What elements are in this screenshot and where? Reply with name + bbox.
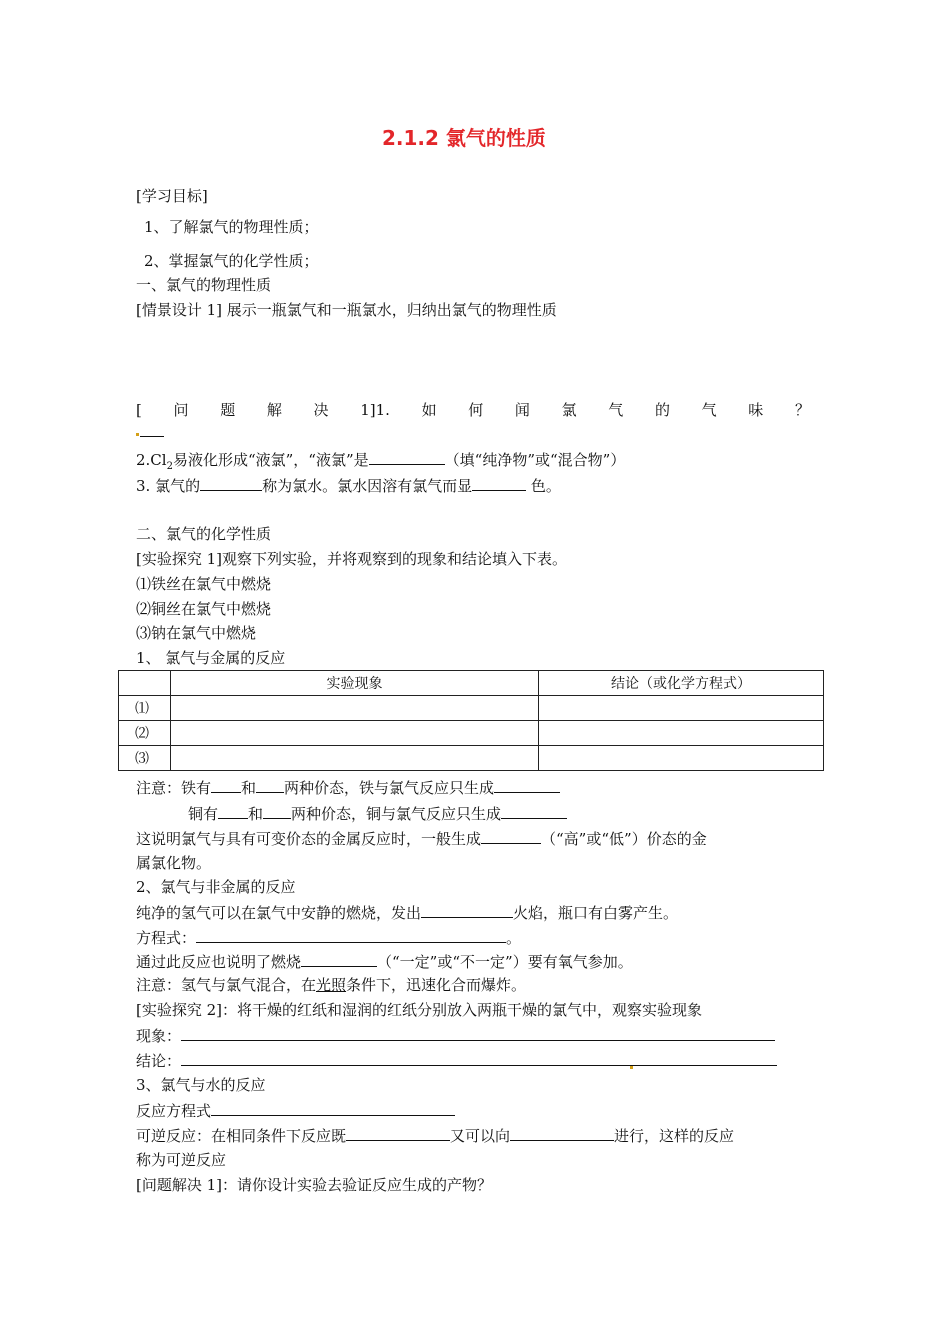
- table-row: [119, 696, 824, 721]
- blank[interactable]: [421, 902, 513, 918]
- reversible-text-part: 又可以向: [450, 1127, 511, 1145]
- q2-text: 易液化形成“液氯”，“液氯”是: [172, 451, 369, 469]
- blank[interactable]: [301, 951, 377, 967]
- equation-line: [136, 927, 521, 948]
- row-label: ⑶: [119, 746, 171, 771]
- blank[interactable]: [256, 777, 284, 793]
- q1-part: 如: [421, 401, 437, 419]
- reversible-text-part: 进行，这样的反应: [614, 1127, 735, 1145]
- q1-part: 的: [654, 401, 670, 419]
- equation-label: 方程式：: [136, 929, 197, 947]
- q1-part: 味: [748, 401, 764, 419]
- note-text: 注意：氢气与氯气混合，在: [136, 976, 317, 994]
- q3-answer-blank-2[interactable]: [472, 475, 526, 491]
- water-equation-line: [136, 1100, 455, 1121]
- note-text: 两种价态，铁与氯气反应只生成: [284, 779, 495, 797]
- goal-item: 1、了解氯气的物理性质；: [144, 218, 319, 236]
- phenomenon-label: 现象：: [136, 1027, 182, 1045]
- note-underlined: 光照: [316, 976, 347, 994]
- phenomenon-cell[interactable]: [171, 746, 539, 771]
- note-text: 两种价态，铜与氯气反应只生成: [291, 805, 502, 823]
- q2-text: （填“纯净物”或“混合物”）: [444, 451, 626, 469]
- note-text: 条件下，迅速化合而爆炸。: [346, 976, 527, 994]
- blank[interactable]: [263, 803, 291, 819]
- table-row: [119, 746, 824, 771]
- q1-part: 气: [701, 401, 717, 419]
- reversible-text-part: 可逆反应：在相同条件下反应既: [136, 1127, 347, 1145]
- h2-text: 纯净的氢气可以在氯气中安静的燃烧，发出: [136, 904, 422, 922]
- question-1: [136, 400, 810, 420]
- explanation: [136, 828, 707, 849]
- experiment-item: ⑴铁丝在氯气中燃烧: [136, 575, 272, 593]
- table-header-cell: [119, 671, 171, 696]
- section-heading-chemical: 二、氯气的化学性质: [136, 525, 272, 543]
- margin-mark: [630, 1066, 633, 1069]
- table-header-row: [119, 671, 824, 696]
- combustion-text: [136, 951, 633, 972]
- burn-text: 通过此反应也说明了燃烧: [136, 953, 302, 971]
- q1-part: 问: [173, 401, 189, 419]
- blank[interactable]: [494, 777, 560, 793]
- q1-part: 何: [468, 401, 484, 419]
- q3-text: 称为氯水。氯水因溶有氯气而显: [262, 477, 473, 495]
- metal-reaction-heading: 1、 氯气与金属的反应: [136, 649, 286, 667]
- q1-answer-blank[interactable]: [140, 421, 164, 437]
- row-label: ⑵: [119, 721, 171, 746]
- q1-part: 题: [220, 401, 236, 419]
- blank[interactable]: [346, 1125, 450, 1141]
- goals-heading: [学习目标]: [136, 187, 208, 205]
- equation-blank[interactable]: [196, 927, 506, 943]
- nonmetal-reaction-heading: 2、氯气与非金属的反应: [136, 878, 296, 896]
- blank[interactable]: [218, 803, 248, 819]
- reversible-text-cont: 称为可逆反应: [136, 1151, 227, 1169]
- explain-text: （“高”或“低”）价态的金: [541, 830, 707, 848]
- table-header-cell: 实验现象: [171, 671, 539, 696]
- page-title: 2.1.2 氯气的性质: [382, 126, 546, 150]
- water-eq-label: 反应方程式: [136, 1102, 212, 1120]
- experiment-item: ⑵铜丝在氯气中燃烧: [136, 600, 272, 618]
- q2-answer-blank[interactable]: [369, 449, 445, 465]
- q1-part: 闻: [514, 401, 530, 419]
- burn-text: （“一定”或“不一定”）要有氧气参加。: [377, 953, 633, 971]
- goal-item: 2、掌握氯气的化学性质；: [144, 252, 319, 270]
- q1-part: 氯: [561, 401, 577, 419]
- blank[interactable]: [481, 828, 541, 844]
- q3-text: 色。: [526, 477, 561, 495]
- explanation-cont: 属氯化物。: [136, 854, 212, 872]
- conclusion-label: 结论：: [136, 1052, 182, 1070]
- reversible-text: [136, 1125, 734, 1146]
- experiment-2-text: [实验探究 2]：将干燥的红纸和湿润的红纸分别放入两瓶干燥的氯气中，观察实验现象: [136, 1001, 703, 1019]
- q2-subscript: 2: [166, 461, 173, 472]
- h2-text: 火焰，瓶口有白雾产生。: [513, 904, 679, 922]
- q2-text: 2.Cl: [136, 451, 167, 469]
- conclusion-cell[interactable]: [539, 746, 824, 771]
- conclusion-line: [136, 1050, 777, 1071]
- hydrogen-text: [136, 902, 678, 923]
- table-header-cell: 结论（或化学方程式）: [539, 671, 824, 696]
- experiment-1-text: [实验探究 1]观察下列实验，并将观察到的现象和结论填入下表。: [136, 550, 568, 568]
- blank[interactable]: [501, 803, 567, 819]
- q1-part: 决: [313, 401, 329, 419]
- margin-mark: [136, 433, 139, 436]
- note-text: 铜有: [188, 805, 219, 823]
- q1-part: 1]1.: [360, 401, 390, 419]
- q1-part: [: [136, 401, 142, 419]
- blank[interactable]: [510, 1125, 614, 1141]
- conclusion-cell[interactable]: [539, 721, 824, 746]
- problem-text: [问题解决 1]：请你设计实验去验证反应生成的产物？: [136, 1176, 493, 1194]
- equation-text: 。: [506, 929, 522, 947]
- scenario-text: [情景设计 1] 展示一瓶氯气和一瓶氯水，归纳出氯气的物理性质: [136, 301, 557, 319]
- water-eq-blank[interactable]: [211, 1100, 455, 1116]
- conclusion-blank[interactable]: [181, 1050, 777, 1066]
- blank[interactable]: [211, 777, 241, 793]
- note-text: 和: [241, 779, 257, 797]
- phenomenon-blank[interactable]: [181, 1025, 775, 1041]
- note-iron: [136, 777, 560, 798]
- phenomenon-cell[interactable]: [171, 696, 539, 721]
- q1-part: 解: [266, 401, 282, 419]
- q1-part: 气: [608, 401, 624, 419]
- q3-text: 3. 氯气的: [136, 477, 201, 495]
- note-copper: [188, 803, 567, 824]
- results-table: [118, 670, 824, 771]
- note-explosion: [136, 975, 526, 995]
- explain-text: 这说明氯气与具有可变价态的金属反应时，一般生成: [136, 830, 482, 848]
- note-text: 和: [248, 805, 264, 823]
- table-row: [119, 721, 824, 746]
- conclusion-cell[interactable]: [539, 696, 824, 721]
- question-3: [136, 475, 561, 496]
- note-text: 注意：铁有: [136, 779, 212, 797]
- experiment-item: ⑶钠在氯气中燃烧: [136, 624, 257, 642]
- row-label: ⑴: [119, 696, 171, 721]
- q3-answer-blank-1[interactable]: [200, 475, 262, 491]
- question-2: [136, 449, 625, 477]
- section-heading-physical: 一、氯气的物理性质: [136, 276, 272, 294]
- phenomenon-line: [136, 1025, 775, 1046]
- water-reaction-heading: 3、氯气与水的反应: [136, 1076, 266, 1094]
- q1-part: ？: [794, 401, 810, 419]
- phenomenon-cell[interactable]: [171, 721, 539, 746]
